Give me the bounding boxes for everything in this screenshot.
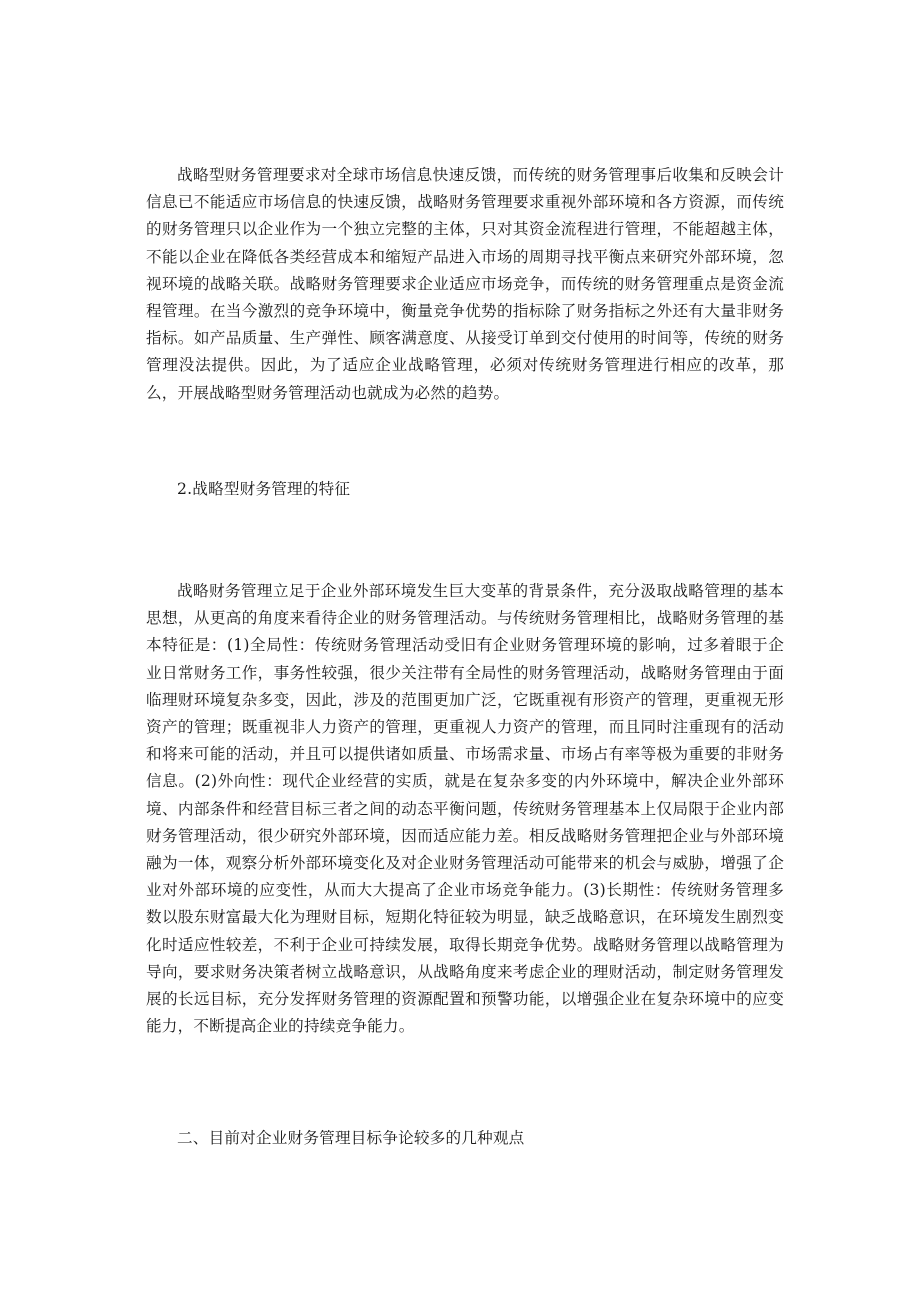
body-paragraph: 战略型财务管理要求对全球市场信息快速反馈，而传统的财务管理事后收集和反映会计信息已不能适应市场信息的快速反馈，战略财务管理要求重视外部环境和各方资源，而传统的财务管理只以企业作为一个独立完整的主体，只对其资金流程进行管理，不能超越主体，不能以企业在降低各类经营成本和缩短产品进入市场的周期寻找平衡点来研究外部环境，忽视环境的战略关联。战略财务管理要求企业适应市场竞争，而传统的财务管理重点是资金流程管理。在当今激烈的竞争环境中，衡量竞争优势的指标除了财务指标之外还有大量非财务指标。如产品质量、生产弹性、顾客满意度、从接受订单到交付使用的时间等，传统的财务管理没法提供。因此，为了适应企业战略管理，必须对传统财务管理进行相应的改革，那么，开展战略型财务管理活动也就成为必然的趋势。 bbox=[146, 166, 784, 402]
body-paragraph: 战略财务管理立足于企业外部环境发生巨大变革的背景条件，充分汲取战略管理的基本思想，从更高的角度来看待企业的财务管理活动。与传统财务管理相比，战略财务管理的基本特征是：(1)全局性：传统财务管理活动受旧有企业财务管理环境的影响，过多着眼于企业日常财务工作，事务性较强，很少关注带有全局性的财务管理活动，战略财务管理由于面临理财环境复杂多变，因此，涉及的范围更加广泛，它既重视有形资产的管理，更重视无形资产的管理；既重视非人力资产的管理，更重视人力资产的管理，而且同时注重现有的活动和将来可能的活动，并且可以提供诸如质量、市场需求量、市场占有率等极为重要的非财务信息。(2)外向性：现代企业经营的实质，就是在复杂多变的内外环境中，解决企业外部环境、内部条件和经营目标三者之间的动态平衡问题，传统财务管理基本上仅局限于企业内部财务管理活动，很少研究外部环境，因而适应能力差。相反战略财务管理把企业与外部环境融为一体，观察分析外部环境变化及对企业财务管理活动可能带来的机会与威胁，增强了企业对外部环境的应变性，从而大大提高了企业市场竞争能力。(3)长期性：传统财务管理多数以股东财富最大化为理财目标，短期化特征较为明显，缺乏战略意识，在环境发生剧烈变化时适应性较差，不利于企业可持续发展，取得长期竞争优势。战略财务管理以战略管理为导向，要求财务决策者树立战略意识，从战略角度来考虑企业的理财活动，制定财务管理发展的长远目标，充分发挥财务管理的资源配置和预警功能，以增强企业在复杂环境中的应变能力，不断提高企业的持续竞争能力。 bbox=[146, 582, 784, 1036]
section-heading: 2.战略型财务管理的特征 bbox=[177, 480, 351, 498]
section-heading: 二、目前对企业财务管理目标争论较多的几种观点 bbox=[177, 1129, 525, 1147]
